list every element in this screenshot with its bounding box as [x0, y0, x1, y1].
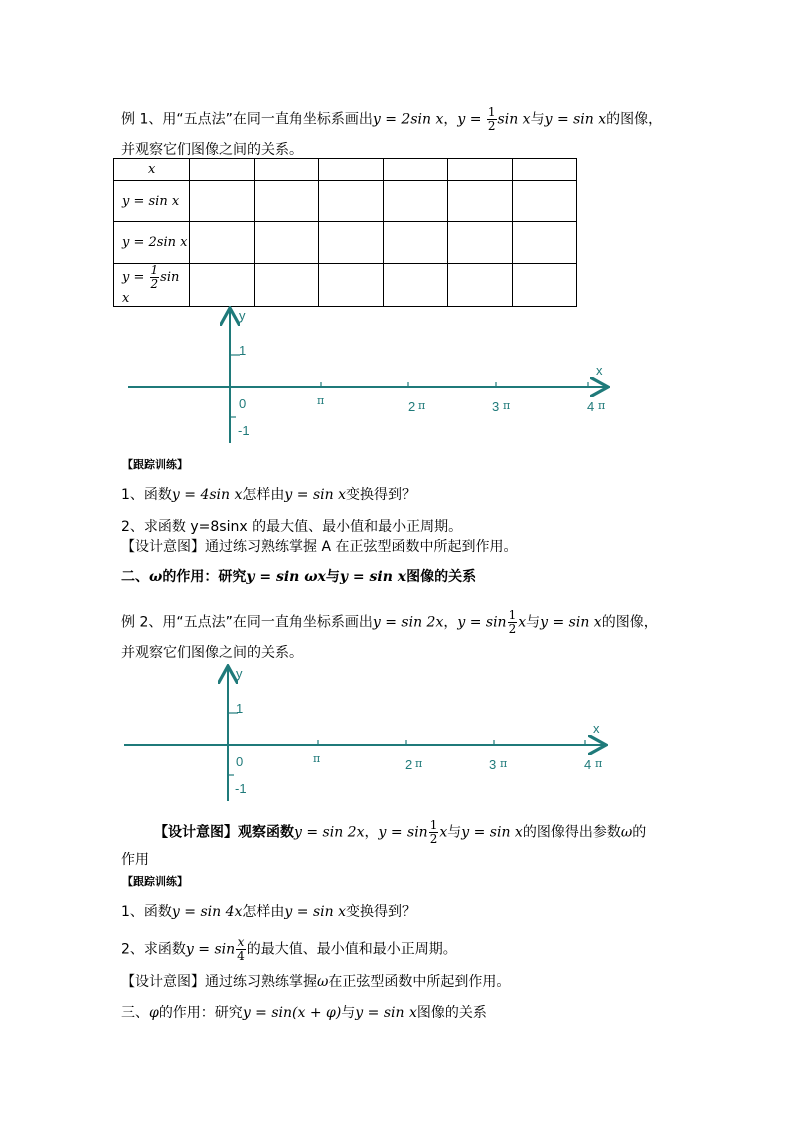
conjunction: 与 — [530, 111, 545, 128]
q1-text-b: 怎样由 — [242, 487, 285, 503]
origin-label: 0 — [236, 754, 244, 769]
x-tick-label-2pi: π — [418, 399, 426, 412]
omega-symbol: ω — [317, 974, 329, 990]
table-cell — [254, 159, 318, 181]
example2-func3: y = sin x — [540, 614, 602, 631]
table-cell — [383, 264, 447, 307]
q1-text-b: 怎样由 — [242, 904, 285, 920]
example2-func1: y = sin 2x — [372, 614, 444, 631]
x-tick-label-4: 4 — [584, 757, 592, 772]
table-cell — [512, 222, 577, 264]
section3-heading — [121, 1004, 487, 1022]
example1-line1 — [121, 106, 662, 133]
table-cell — [254, 264, 318, 307]
section2-func1: y = sin ωx — [246, 569, 326, 585]
origin-label: 0 — [239, 396, 247, 411]
fraction-denominator: 2 — [508, 622, 517, 636]
table-cell — [512, 159, 577, 181]
example1-line2: 并观察它们图像之间的关系。 — [121, 142, 303, 158]
practice1-design: 【设计意图】通过练习熟练掌握 A 在正弦型函数中所起到作用。 — [121, 539, 518, 555]
q1-text-c: 变换得到？ — [345, 904, 416, 920]
table-header-x: x — [114, 159, 190, 181]
design-text-b: 在正弦型函数中所起到作用。 — [328, 974, 511, 990]
row3-rhs: sin x — [122, 270, 180, 306]
q1-text-a: 1、函数 — [121, 904, 172, 920]
section3-text-d: 图像的关系 — [416, 1005, 487, 1021]
table-cell — [254, 222, 318, 264]
design2-func1: y = sin 2x — [294, 824, 365, 841]
fraction-half — [508, 609, 518, 636]
table-cell — [319, 222, 383, 264]
q1-func: y = 4sin x — [171, 487, 243, 503]
practice1-title: 【跟踪训练】 — [122, 458, 188, 471]
q1-func-base: y = sin x — [284, 487, 346, 503]
practice2-design — [121, 973, 510, 991]
example1-prefix: 例 1、用“五点法”在同一直角坐标系画出 — [121, 111, 373, 128]
section3-func2: y = sin x — [355, 1005, 417, 1021]
practice1-q2: 2、求函数 y=8sinx 的最大值、最小值和最小正周期。 — [121, 519, 463, 535]
table-cell — [448, 181, 512, 222]
table-cell — [190, 264, 254, 307]
conjunction: 与 — [447, 824, 462, 841]
q1-func: y = sin 4x — [171, 904, 243, 920]
x-tick-label-pi: π — [317, 394, 325, 407]
x-tick-label-2: 2 — [408, 399, 416, 414]
q1-text-c: 变换得到？ — [345, 487, 416, 503]
coordinate-axes-2 — [110, 663, 630, 808]
x-tick-label-2: 2 — [405, 757, 413, 772]
x-tick-label-4pi: π — [598, 399, 606, 412]
design2-suffix: 的图像得出参数 — [522, 824, 621, 841]
section3-func1: y = sin(x + φ) — [242, 1005, 342, 1021]
practice2-title: 【跟踪训练】 — [122, 875, 188, 888]
omega-symbol: ω — [620, 824, 633, 841]
conjunction: 与 — [325, 569, 340, 585]
fraction-denominator: 4 — [237, 949, 245, 963]
fraction-half — [150, 264, 160, 291]
x-tick-label-3pi: π — [500, 757, 508, 770]
row3-lhs: y = — [122, 270, 149, 285]
design2-end: 的 — [632, 824, 647, 841]
example1-func3: y = sin x — [544, 111, 607, 128]
fraction-numerator: 1 — [429, 818, 438, 832]
fraction-denominator: 2 — [487, 119, 496, 133]
example2-func2-rhs: x — [518, 614, 527, 631]
section3-text-b: 的作用：研究 — [158, 1005, 243, 1021]
y-axis-label: y — [239, 308, 246, 323]
section2-number: 二、 — [121, 569, 149, 585]
y-tick-label-minus1: -1 — [238, 423, 250, 438]
table-row — [114, 222, 577, 264]
fraction-numerator: 1 — [508, 608, 517, 622]
example2-prefix: 例 2、用“五点法”在同一直角坐标系画出 — [121, 614, 373, 631]
y-tick-label-1: 1 — [239, 343, 247, 358]
design2-line1 — [154, 819, 646, 846]
x-tick-label-4: 4 — [587, 399, 595, 414]
fraction-half — [429, 819, 439, 846]
practice2-q1 — [121, 903, 416, 921]
q1-text-a: 1、函数 — [121, 487, 172, 503]
table-cell — [448, 222, 512, 264]
table-row-label: y = 2sin x — [114, 222, 190, 264]
example2-line2: 并观察它们图像之间的关系。 — [121, 645, 303, 661]
x-tick-label-3: 3 — [492, 399, 500, 414]
table-cell — [190, 222, 254, 264]
example1-suffix: 的图像， — [606, 111, 663, 128]
section2-func2: y = sin x — [339, 569, 407, 585]
q2-text-b: 的最大值、最小值和最小正周期。 — [246, 941, 457, 958]
example1-func2-rhs: sin x — [497, 111, 531, 128]
coordinate-axes-1 — [110, 305, 630, 450]
example2-func2-lhs: y = sin — [457, 614, 507, 631]
separator: ， — [443, 111, 458, 128]
table-row-label — [114, 264, 190, 307]
q2-func-lhs: y = sin — [185, 941, 236, 958]
table-cell — [383, 159, 447, 181]
table-cell — [190, 181, 254, 222]
table-cell — [448, 264, 512, 307]
design2-prefix: 【设计意图】观察函数 — [154, 824, 294, 841]
x-tick-label-2pi: π — [415, 757, 423, 770]
table-cell — [512, 264, 577, 307]
example1-func1: y = 2sin x — [372, 111, 444, 128]
fraction-denominator: 2 — [150, 277, 159, 291]
design2-func2-rhs: x — [439, 824, 448, 841]
fraction-numerator: 1 — [150, 263, 159, 277]
phi-symbol: φ — [149, 1005, 159, 1021]
q1-func-base: y = sin x — [284, 904, 346, 920]
separator: ， — [443, 614, 458, 631]
example1-func2-lhs: y = — [457, 111, 486, 128]
table-row — [114, 264, 577, 307]
y-axis-label: y — [236, 666, 243, 681]
omega-symbol: ω — [149, 569, 163, 585]
x-tick-label-pi: π — [313, 752, 321, 765]
section2-text-d: 图像的关系 — [406, 569, 477, 585]
separator: ， — [364, 824, 379, 841]
practice1-q1 — [121, 486, 416, 504]
fraction-numerator: x — [237, 935, 245, 949]
table-row — [114, 181, 577, 222]
fraction-half — [487, 106, 497, 133]
y-tick-label-1: 1 — [236, 701, 244, 716]
x-axis-label: x — [596, 363, 603, 378]
table-cell — [448, 159, 512, 181]
five-point-table — [113, 158, 577, 307]
table-cell — [190, 159, 254, 181]
section3-number: 三、 — [121, 1005, 149, 1021]
table-cell — [319, 181, 383, 222]
table-cell — [319, 159, 383, 181]
design-text-a: 【设计意图】通过练习熟练掌握 — [121, 974, 317, 990]
fraction-x-over-4 — [236, 936, 246, 963]
x-tick-label-3pi: π — [503, 399, 511, 412]
conjunction: 与 — [526, 614, 541, 631]
x-tick-label-4pi: π — [595, 757, 603, 770]
practice2-q2 — [121, 936, 457, 963]
x-axis-label: x — [593, 721, 600, 736]
example2-line1 — [121, 609, 658, 636]
x-tick-label-3: 3 — [489, 757, 497, 772]
fraction-denominator: 2 — [429, 832, 438, 846]
conjunction: 与 — [341, 1005, 356, 1021]
section2-heading — [121, 568, 476, 586]
table-header-row — [114, 159, 577, 181]
section2-text-b: 的作用：研究 — [162, 569, 247, 585]
table-cell — [319, 264, 383, 307]
example2-suffix: 的图像， — [601, 614, 658, 631]
q2-text-a: 2、求函数 — [121, 941, 186, 958]
table-cell — [383, 181, 447, 222]
design2-func2-lhs: y = sin — [378, 824, 428, 841]
table-cell — [383, 222, 447, 264]
design2-func3: y = sin x — [461, 824, 523, 841]
table-row-label: y = sin x — [114, 181, 190, 222]
design2-line2: 作用 — [121, 852, 149, 868]
y-tick-label-minus1: -1 — [235, 781, 247, 796]
table-cell — [254, 181, 318, 222]
table-cell — [512, 181, 577, 222]
fraction-numerator: 1 — [487, 105, 496, 119]
